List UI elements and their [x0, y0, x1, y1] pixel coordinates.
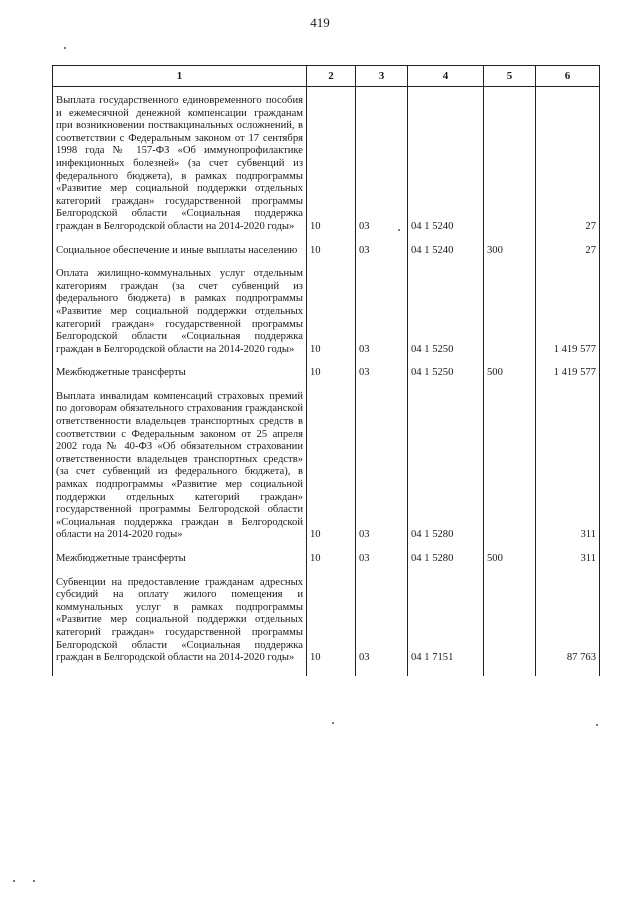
row-description: Межбюджетные трансферты	[53, 553, 307, 569]
table-row	[53, 553, 600, 569]
table-row	[53, 245, 600, 261]
table-header-row	[53, 66, 600, 87]
header-col-2: 2	[307, 66, 356, 87]
row-subsection: 03	[356, 577, 408, 668]
row-description: Оплата жилищно-коммунальных услуг отдельным категориям граждан (за счет субвенций из федерального бюджета) в рамках подпрограммы «Развитие мер социальной поддержки отдельных категорий граждан» государственной программы Белгородской области «Социальная поддержка граждан в Белгородской области на 2014-2020 годы»	[53, 268, 307, 359]
table-row	[53, 577, 600, 668]
row-target-code: 04 1 5280	[408, 391, 484, 545]
scan-speck	[398, 229, 400, 231]
row-subsection: 03	[356, 268, 408, 359]
row-expense-type	[484, 577, 536, 668]
header-col-5: 5	[484, 66, 536, 87]
row-target-code: 04 1 5250	[408, 268, 484, 359]
row-amount: 1 419 577	[536, 367, 600, 383]
header-col-3: 3	[356, 66, 408, 87]
row-expense-type	[484, 391, 536, 545]
row-section: 10	[307, 268, 356, 359]
row-section: 10	[307, 367, 356, 383]
row-description: Субвенции на предоставление гражданам адресных субсидий на оплату жилого помещения и коммунальных услуг в рамках подпрограммы «Развитие мер социальной поддержки отдельных категорий граждан» государственной программы Белгородской области «Социальная поддержка граждан в Белгородской области на 2014-2020 годы»	[53, 577, 307, 668]
scan-speck	[596, 724, 598, 726]
header-col-4: 4	[408, 66, 484, 87]
row-amount: 311	[536, 391, 600, 545]
row-amount: 311	[536, 553, 600, 569]
row-target-code: 04 1 5250	[408, 367, 484, 383]
row-expense-type: 300	[484, 245, 536, 261]
budget-table	[52, 65, 600, 676]
header-col-6: 6	[536, 66, 600, 87]
row-target-code: 04 1 7151	[408, 577, 484, 668]
scan-speck	[64, 47, 66, 49]
row-section: 10	[307, 391, 356, 545]
row-subsection: 03	[356, 391, 408, 545]
row-description: Выплата государственного единовременного пособия и ежемесячной денежной компенсации гражданам при возникновении поствакцинальных осложнений, в соответствии с Федеральным законом от 17 сентября 1998 года № 157-ФЗ «Об иммунопрофилактике инфекционных болезней» (за счет субвенций из федерального бюджета), в рамках подпрограммы «Развитие мер социальной поддержки отдельных категорий граждан» государственной программы Белгородской области «Социальная поддержка граждан в Белгородской области на 2014-2020 годы»	[53, 95, 307, 237]
table-row	[53, 391, 600, 545]
row-amount: 87 763	[536, 577, 600, 668]
row-target-code: 04 1 5280	[408, 553, 484, 569]
scan-speck	[33, 880, 35, 882]
row-description: Межбюджетные трансферты	[53, 367, 307, 383]
table-row	[53, 95, 600, 237]
row-expense-type: 500	[484, 553, 536, 569]
row-description: Социальное обеспечение и иные выплаты населению	[53, 245, 307, 261]
row-section: 10	[307, 245, 356, 261]
row-subsection: 03	[356, 245, 408, 261]
row-section: 10	[307, 553, 356, 569]
row-amount: 1 419 577	[536, 268, 600, 359]
scan-speck	[13, 880, 15, 882]
row-expense-type: 500	[484, 367, 536, 383]
row-subsection: 03	[356, 553, 408, 569]
row-section: 10	[307, 95, 356, 237]
header-col-1: 1	[53, 66, 307, 87]
table-row	[53, 268, 600, 359]
row-amount: 27	[536, 95, 600, 237]
row-target-code: 04 1 5240	[408, 95, 484, 237]
row-subsection: 03	[356, 367, 408, 383]
row-description: Выплата инвалидам компенсаций страховых премий по договорам обязательного страхования гражданской ответственности владельцев транспортных средств в соответствии с Федеральным законом от 25 апреля 2002 года № 40-ФЗ «Об обязательном страховании ответственности владельцев транспортных средств» (за счет субвенций из федерального бюджета), в рамках подпрограммы «Развитие мер социальной поддержки отдельных категорий граждан» государственной программы Белгородской области «Социальная поддержка граждан в Белгородской области на 2014-2020 годы»	[53, 391, 307, 545]
row-amount: 27	[536, 245, 600, 261]
row-expense-type	[484, 268, 536, 359]
scan-speck	[332, 722, 334, 724]
row-section: 10	[307, 577, 356, 668]
row-target-code: 04 1 5240	[408, 245, 484, 261]
row-expense-type	[484, 95, 536, 237]
table-row	[53, 367, 600, 383]
row-subsection: 03	[356, 95, 408, 237]
page-number: 419	[310, 15, 330, 30]
